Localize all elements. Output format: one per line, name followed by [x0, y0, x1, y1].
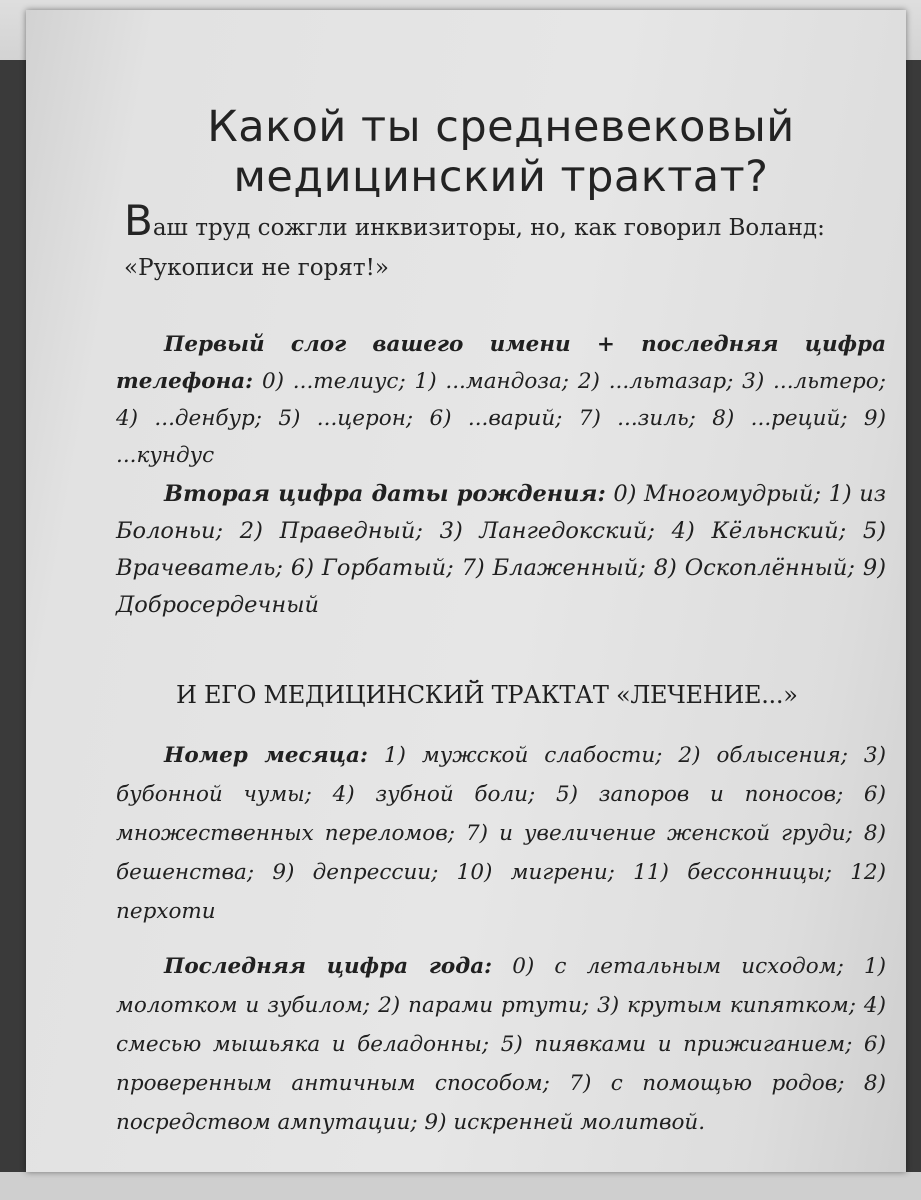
- section-last-year-digit: [116, 947, 886, 1142]
- section-text: 0) Многомудрый; 1) из Болоньи; 2) Праведный; 3) Лангедокский; 4) Кёльнский; 5) Врачеватель; 6) Горбатый; 7) Блаженный; 8) Оскоплённый; 9) Добросердечный: [116, 481, 886, 618]
- section-text: 1) мужской слабости; 2) облысения; 3) бубонной чумы; 4) зубной боли; 5) запоров и поносов; 6) множественных переломов; 7) и увеличение женской груди; 8) бешенства; 9) депрессии; 10) мигрени; 11) бессонницы; 12) перхоти: [116, 743, 887, 924]
- section-first-syllable: [116, 326, 886, 474]
- section-heading: Последняя цифра года:: [164, 954, 493, 979]
- section-text: 0) ...телиус; 1) ...мандоза; 2) ...льтазар; 3) ...льтеро; 4) ...денбур; 5) ...церон; 6) ...варий; 7) ...зиль; 8) ...реций; 9) ...кундус: [116, 369, 886, 468]
- section-heading: Первый слог вашего имени + последняя цифра телефона:: [116, 332, 886, 394]
- section-second-birth-digit: [116, 476, 886, 624]
- section-text: 0) с летальным исходом; 1) молотком и зубилом; 2) парами ртути; 3) крутым кипятком; 4) смесью мышьяка и беладонны; 5) пиявками и прижиганием; 6) проверенным античным способом; 7) с помощью родов; 8) посредством ампутации; 9) искренней молитвой.: [116, 954, 887, 1135]
- magazine-page: [26, 10, 906, 1172]
- article-title: Какой ты средневековый медицинский трактат?: [207, 102, 795, 202]
- section-heading: Вторая цифра даты рождения:: [164, 481, 606, 507]
- treatise-subheading: И ЕГО МЕДИЦИНСКИЙ ТРАКТАТ «ЛЕЧЕНИЕ...»: [176, 681, 798, 709]
- section-heading: Номер месяца:: [164, 743, 368, 768]
- article-lead: [124, 196, 894, 288]
- background-bottom: [0, 1172, 921, 1200]
- section-month-number: [116, 736, 886, 931]
- lead-dropcap: В: [124, 196, 153, 245]
- lead-text: аш труд сожгли инквизиторы, но, как говорил Воланд: «Рукописи не горят!»: [124, 215, 825, 281]
